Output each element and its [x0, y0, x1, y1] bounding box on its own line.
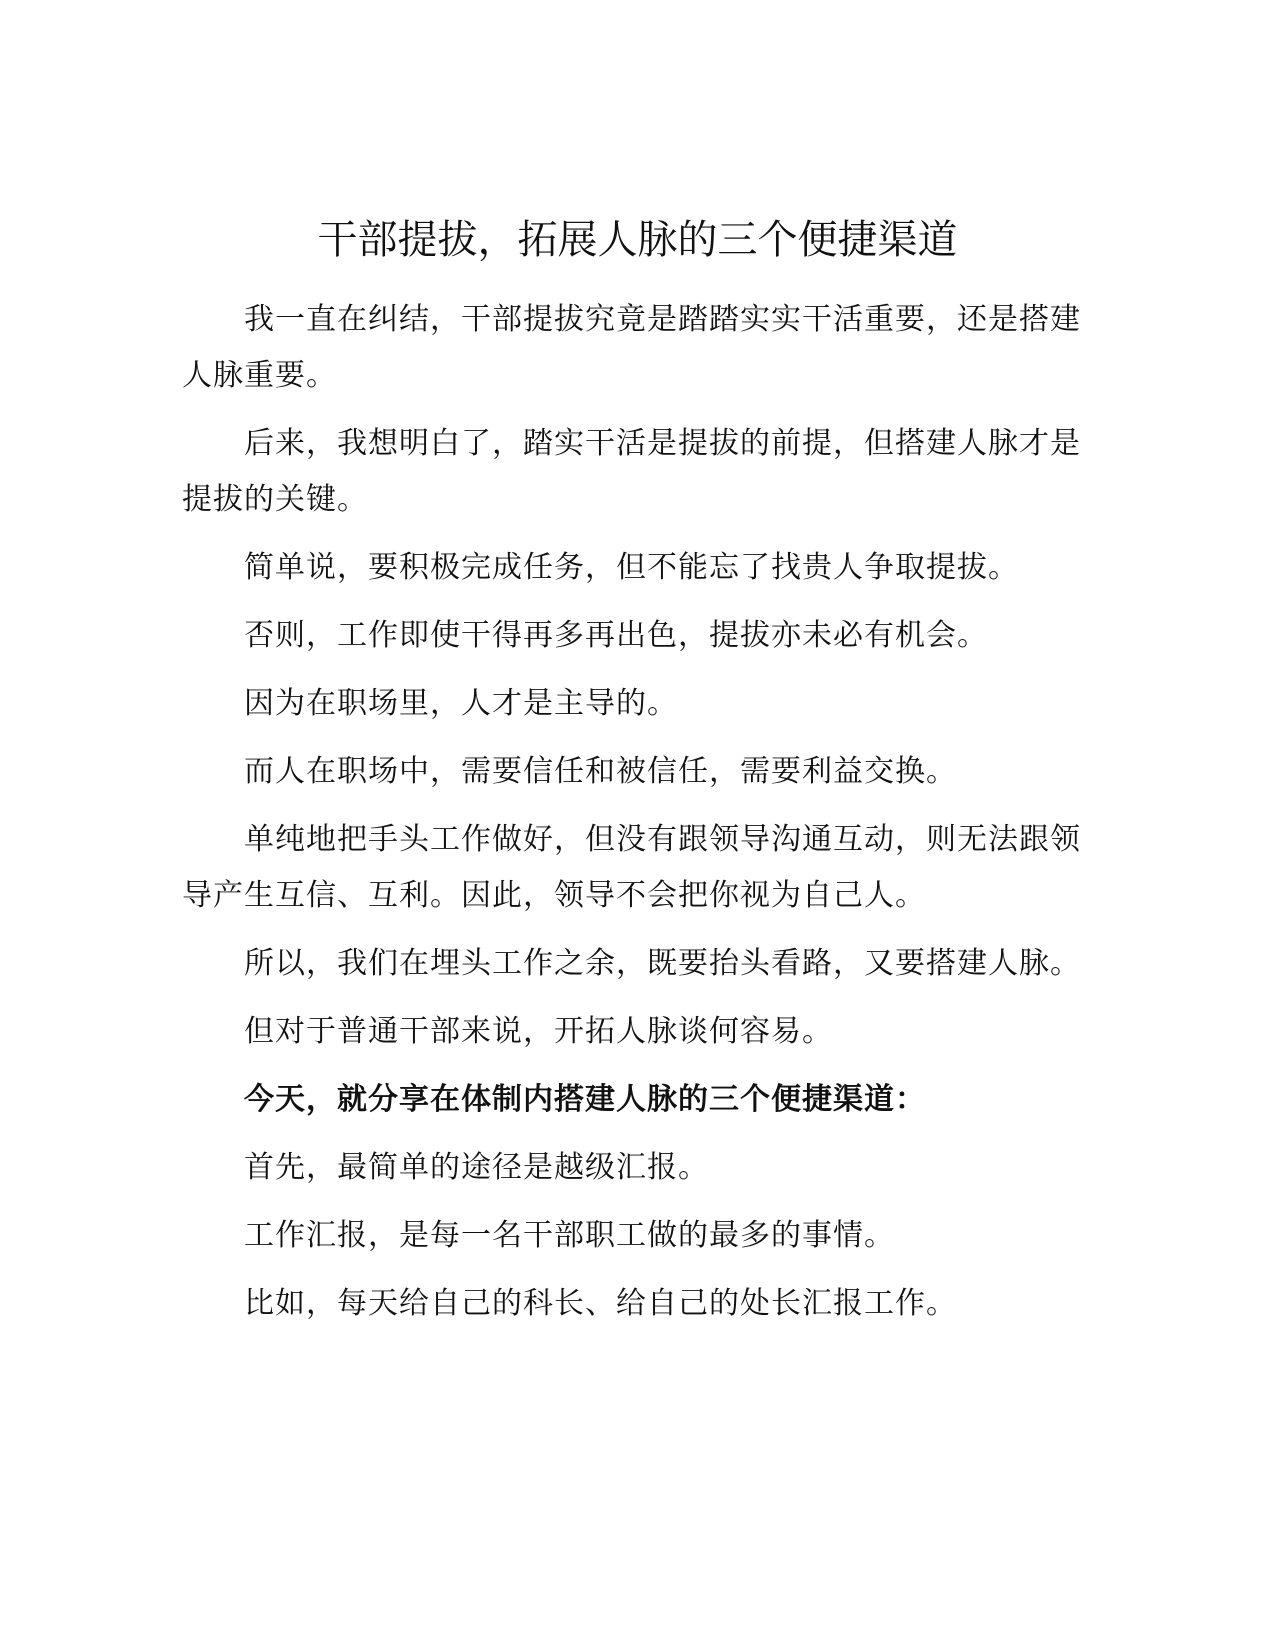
paragraph: 我一直在纠结，干部提拔究竟是踏踏实实干活重要，还是搭建人脉重要。 [182, 302, 1081, 393]
paragraph: 首先，最简单的途径是越级汇报。 [244, 1150, 709, 1185]
paragraph: 否则，工作即使干得再多再出色，提拔亦未必有机会。 [244, 618, 988, 653]
paragraph: 因为在职场里，人才是主导的。 [244, 686, 678, 721]
document-body [182, 292, 1087, 1344]
paragraph: 比如，每天给自己的科长、给自己的处长汇报工作。 [244, 1286, 957, 1321]
paragraph: 所以，我们在埋头工作之余，既要抬头看路，又要搭建人脉。 [244, 946, 1081, 981]
paragraph: 后来，我想明白了，踏实干活是提拔的前提，但搭建人脉才是提拔的关键。 [182, 426, 1081, 517]
paragraph: 单纯地把手头工作做好，但没有跟领导沟通互动，则无法跟领导产生互信、互利。因此，领导不会把你视为自己人。 [182, 822, 1081, 913]
paragraph: 工作汇报，是每一名干部职工做的最多的事情。 [244, 1218, 895, 1253]
paragraph: 但对于普通干部来说，开拓人脉谈何容易。 [244, 1014, 833, 1049]
paragraph: 简单说，要积极完成任务，但不能忘了找贵人争取提拔。 [244, 550, 1019, 585]
paragraph: 而人在职场中，需要信任和被信任，需要利益交换。 [244, 754, 957, 789]
document-title: 干部提拔，拓展人脉的三个便捷渠道 [317, 217, 958, 263]
paragraph-bold: 今天，就分享在体制内搭建人脉的三个便捷渠道： [244, 1082, 926, 1117]
